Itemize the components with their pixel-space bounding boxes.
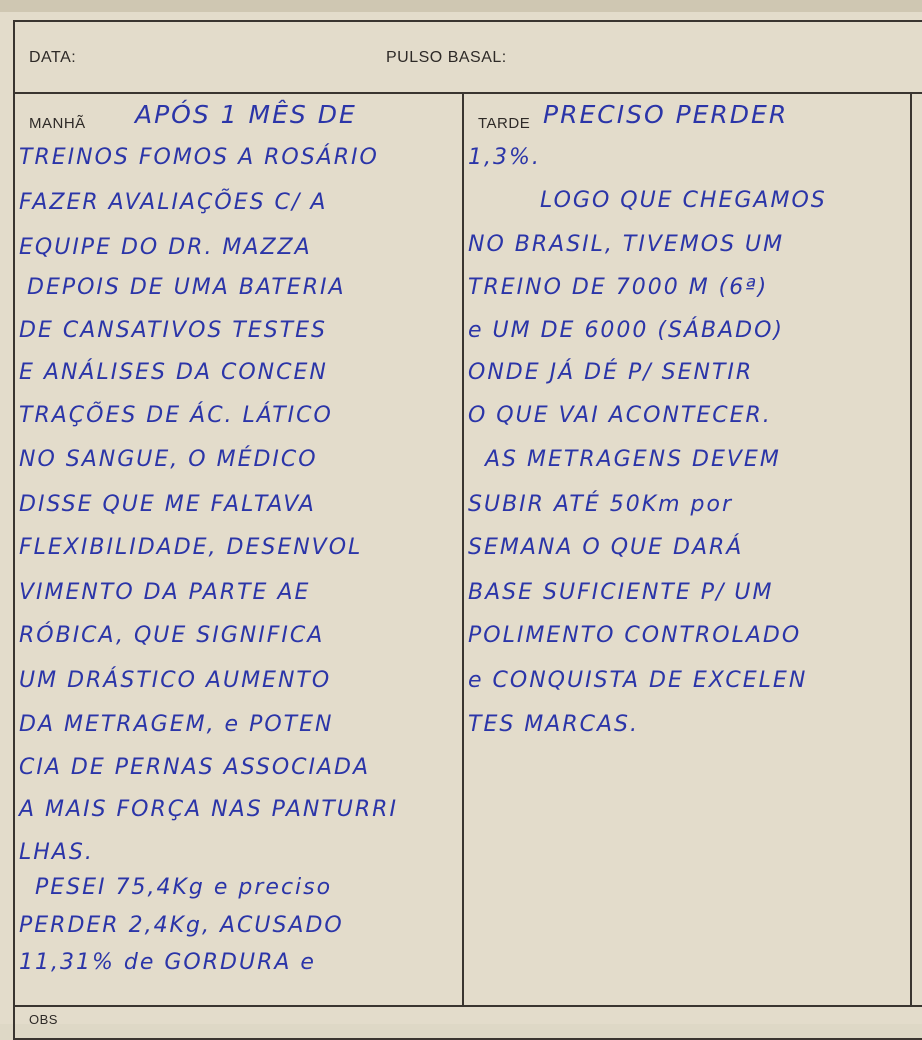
- manha-line: DISSE QUE ME FALTAVA: [19, 492, 316, 517]
- manha-line: PESEI 75,4Kg e preciso: [35, 875, 333, 900]
- tarde-line: AS METRAGENS DEVEM: [485, 447, 781, 472]
- manha-line: CIA DE PERNAS ASSOCIADA: [19, 755, 371, 780]
- tarde-line: TREINO DE 7000 M (6ª): [468, 275, 769, 300]
- manha-line: EQUIPE DO DR. MAZZA: [19, 235, 312, 260]
- tarde-line: SUBIR ATÉ 50Km por: [468, 492, 734, 517]
- manha-line: DEPOIS DE UMA BATERIA: [27, 275, 346, 300]
- tarde-line: PRECISO PERDER: [543, 100, 789, 129]
- manha-line: RÓBICA, QUE SIGNIFICA: [19, 623, 325, 648]
- manha-line: TREINOS FOMOS A ROSÁRIO: [19, 145, 379, 170]
- page-top-edge: [0, 0, 922, 12]
- pulso-basal-label: PULSO BASAL:: [386, 49, 507, 66]
- tarde-line: ONDE JÁ DÉ P/ SENTIR: [468, 360, 754, 385]
- training-log-form: [13, 20, 922, 1040]
- manha-line: PERDER 2,4Kg, ACUSADO: [19, 913, 344, 938]
- obs-divider: [15, 1005, 922, 1007]
- manha-line: 11,31% de GORDURA e: [19, 950, 316, 975]
- manha-line: FAZER AVALIAÇÕES C/ A: [19, 190, 328, 215]
- manha-line: FLEXIBILIDADE, DESENVOL: [19, 535, 363, 560]
- tarde-label: TARDE: [478, 115, 531, 132]
- tarde-line: NO BRASIL, TIVEMOS UM: [468, 232, 785, 257]
- manha-line: E ANÁLISES DA CONCEN: [19, 360, 328, 385]
- manha-line: DE CANSATIVOS TESTES: [19, 318, 327, 343]
- tarde-line: BASE SUFICIENTE P/ UM: [468, 580, 774, 605]
- tarde-line: e CONQUISTA DE EXCELEN: [468, 668, 808, 693]
- data-label: DATA:: [29, 49, 77, 66]
- manha-line: DA METRAGEM, e POTEN: [19, 712, 334, 737]
- tarde-line: TES MARCAS.: [468, 712, 639, 737]
- manha-line: APÓS 1 MÊS DE: [135, 100, 357, 129]
- manha-line: A MAIS FORÇA NAS PANTURRI: [19, 797, 398, 822]
- tarde-line: POLIMENTO CONTROLADO: [468, 623, 802, 648]
- tarde-line: O QUE VAI ACONTECER.: [468, 403, 772, 428]
- obs-label: OBS: [29, 1012, 58, 1027]
- tarde-line: 1,3%.: [468, 145, 541, 170]
- manha-label: MANHÃ: [29, 115, 86, 132]
- manha-line: NO SANGUE, O MÉDICO: [19, 447, 318, 472]
- header-row: [15, 22, 922, 94]
- manha-line: UM DRÁSTICO AUMENTO: [19, 668, 332, 693]
- manha-line: LHAS.: [19, 840, 94, 865]
- column-divider: [462, 92, 464, 1005]
- tarde-line: e UM DE 6000 (SÁBADO): [468, 318, 785, 343]
- tarde-line: LOGO QUE CHEGAMOS: [540, 188, 827, 213]
- manha-line: TRAÇÕES DE ÁC. LÁTICO: [19, 403, 333, 428]
- tarde-line: SEMANA O QUE DARÁ: [468, 535, 744, 560]
- manha-line: VIMENTO DA PARTE AE: [19, 580, 311, 605]
- right-column-edge: [910, 92, 912, 1005]
